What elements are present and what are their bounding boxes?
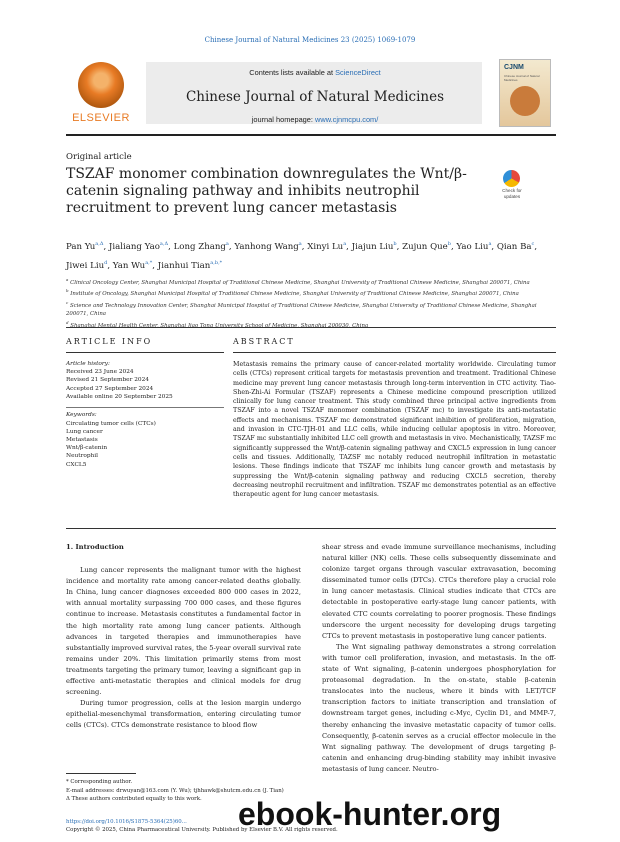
journal-citation[interactable]: Chinese Journal of Natural Medicines 23 (2025) 1069-1079 (204, 36, 416, 44)
author-name[interactable]: Qian Ba (496, 241, 532, 252)
author-affiliation-mark[interactable]: c (531, 241, 535, 247)
author-name[interactable]: Jialiang Yao (108, 241, 160, 252)
elsevier-logo[interactable] (70, 60, 132, 126)
right-column (322, 542, 556, 775)
history-list (66, 368, 224, 401)
corresponding-author-note: * Corresponding author. (66, 779, 133, 785)
affiliation-mark: a (66, 277, 69, 282)
introduction-heading: 1. Introduction (66, 543, 124, 551)
affiliation-mark: b (66, 288, 69, 294)
author-name[interactable]: Yao Liu (456, 241, 489, 252)
abstract-rule (233, 352, 556, 353)
publisher-name: ELSEVIER (72, 112, 130, 124)
article-info-rule (66, 352, 224, 353)
sciencedirect-link[interactable]: ScienceDirect (335, 68, 381, 77)
author-affiliation-mark[interactable]: a (343, 241, 347, 247)
cover-illustration (510, 86, 540, 116)
author-affiliation-mark[interactable]: b (447, 241, 451, 247)
author-affiliation-mark[interactable]: b (393, 241, 397, 247)
article-type: Original article (66, 152, 132, 162)
header-divider (66, 134, 556, 136)
cover-subtitle: Chinese Journal of Natural Medicines (504, 74, 540, 82)
history-date: Received 23 June 2024 (66, 369, 134, 376)
article-title: TSZAF monomer combination downregulates the Wnt/β-catenin signaling pathway and inhibits neutrophil recruitment to prevent lung cancer metastasis (66, 166, 467, 216)
keyword: Circulating tumor cells (CTCs) (66, 420, 156, 427)
keyword: Lung cancer (66, 428, 103, 435)
watermark-text: ebook-hunter.org (238, 796, 502, 832)
keyword: Metastasis (66, 437, 98, 444)
author-affiliation-mark[interactable]: a (225, 241, 229, 247)
author-affiliation-mark[interactable]: a (488, 241, 492, 247)
author-name[interactable]: Pan Yu (66, 241, 96, 252)
history-date: Available online 20 September 2025 (66, 393, 173, 400)
copyright-notice: Copyright © 2025, China Pharmaceutical University. Published by Elsevier B.V. All rights reserved. (66, 827, 338, 834)
keyword: Wnt/β-catenin (66, 445, 108, 452)
equal-contribution-note: Δ These authors contributed equally to this work. (66, 796, 202, 802)
author-name[interactable]: Jiajun Liu (351, 241, 394, 252)
author-affiliation-mark[interactable]: d (104, 259, 108, 266)
affiliation: $^d$ Shanghai Mental Health Center, Shanghai Jiao Tong University School of Medicine, Shanghai 200030, China (66, 319, 369, 329)
affiliation: $^c$ Science and Technology Innovation Center, Shanghai Municipal Hospital of Traditional Chinese Medicine, Shanghai University of Traditional Chinese Medicine, Shanghai 200071, China (66, 299, 537, 318)
author-list: Pan $Yu^{a,\Delta}$, Jialiang Yao$^{a,\Delta}$, Long Zhang$^a$, Yanhong Wang$^a$, Xinyi Lu$^a$, Jiajun Liu$^b$, Zujun Que$^b$, Yao Liu$^a$, Qian Ba$^c$, Jiwei Liu$^d$, Yan $Wu^{a,*}$, Jianhui Tian$^{a,b,*}$ (66, 241, 538, 271)
abstract-text: Metastasis remains the primary cause of cancer-related mortality worldwide. Circulating tumor cells (CTCs) represent critical targets for metastasis prevention and treatment. Traditional Chinese medicine may prevent lung cancer metastasis through long-term intervention in CTC activity. Tiao-Shen-Zhi-Ai Formular (TSZAF) represents a Chinese medicine compound prescription utilized clinically for lung cancer treatment. This study combined three principal active ingredients from TSZAF into a novel TSZAF monomer combination (TSZAF mc) to investigate its anti-metastatic effects and mechanisms. TSZAF mc demonstrated significant inhibition of proliferation, migration, and invasion in CTC-TJH-01 and LLC cells, while inducing cellular apoptosis in vitro. Moreover, TSZAF mc substantially inhibited LLC cell growth and metastasis in vivo. Mechanistically, TAZSF mc significantly suppressed the Wnt/β-catenin signaling pathway and CXCL5 expression in lung cancer cells and tissues. Additionally, TAZSF mc notably reduced neutrophil infiltration in metastatic lesions. These findings indicate that TSZAF mc inhibits lung cancer growth and metastasis by suppressing the Wnt/β-catenin signaling pathway and reducing CXCL5 secretion, thereby decreasing neutrophil recruitment and infiltration. TSZAF mc demonstrates potential as an effective therapeutic agent for lung cancer metastasis. (233, 361, 556, 499)
elsevier-tree-icon (78, 62, 124, 108)
abstract-heading: ABSTRACT (233, 337, 295, 346)
affiliation-mark: c (66, 299, 69, 305)
check-updates-label: Check for updates (502, 188, 522, 199)
article-info-heading: ARTICLE INFO (66, 337, 153, 346)
left-column (66, 542, 301, 732)
affiliation-mark: d (66, 319, 69, 325)
intro-paragraph: shear stress and evade immune surveillance mechanisms, including natural killer (NK) cells. These cells subsequently disseminate and colonize target organs through vascular extravasation, becoming disseminated tumor cells (DTCs). CTCs therefore play a crucial role in lung cancer metastasis. Clinical studies indicate that CTCs are detectable in postoperative early-stage lung cancer patients, with elevated CTC counts correlating to poorer prognosis. These findings underscore the urgent necessity for developing drugs targeting CTCs to prevent metastasis in postoperative lung cancer patients. (322, 543, 556, 640)
keyword: CXCL5 (66, 461, 87, 468)
check-updates-icon (503, 170, 520, 187)
keywords-label: Keywords: (66, 412, 97, 419)
contents-line: Contents lists available at ScienceDirect (249, 68, 381, 77)
affiliation: $^a$ Clinical Oncology Center, Shanghai Municipal Hospital of Traditional Chinese Medicine, Shanghai University of Traditional Chinese Medicine, Shanghai 200071, China (66, 277, 530, 286)
homepage-link[interactable]: www.cjnmcpu.com/ (315, 115, 379, 124)
section-divider (66, 327, 556, 328)
affiliation: $^b$ Institute of Oncology, Shanghai Municipal Hospital of Traditional Chinese Medicine, Shanghai University of Traditional Chinese Medicine, Shanghai 200071, China (66, 288, 519, 298)
intro-paragraph: The Wnt signaling pathway demonstrates a strong correlation with tumor cell proliferation, invasion, and metastasis. In the off-state of Wnt signaling, β-catenin undergoes phosphorylation for proteasomal degradation. In the on-state, stable β-catenin translocates into the nucleus, where it binds with LET/TCF transcription factors to initiate transcription and translation of downstream target genes, including c-Myc, Cyclin D1, and MMP-7, thereby enhancing the invasive metastatic capacity of tumor cells. Consequently, β-catenin serves as a crucial effector molecule in the Wnt signaling pathway. The development of drugs targeting β-catenin and enhancing drug-binding stability may inhibit invasive metastasis of lung cancer. Neutro- (322, 642, 556, 773)
author-name[interactable]: Zujun Que (402, 241, 448, 252)
doi-link[interactable]: https://doi.org/10.1016/S1875-5364(25)60... (66, 819, 187, 825)
history-date: Accepted 27 September 2024 (66, 385, 154, 392)
author-name[interactable]: Jiwei Liu (66, 260, 105, 271)
author-name[interactable]: Yan Wu (112, 260, 146, 271)
abstract-bottom-rule (66, 528, 556, 529)
intro-paragraph: During tumor progression, cells at the lesion margin undergo epithelial-mesenchymal transformation, entering circulating tumor cells (CTCs). CTCs demonstrate resistance to blood flow (66, 699, 301, 730)
keyword: Neutrophil (66, 453, 98, 460)
journal-cover-image[interactable] (499, 59, 551, 127)
journal-homepage: journal homepage: www.cjnmcpu.com/ (251, 115, 379, 124)
affiliation-list (66, 276, 556, 330)
author-affiliation-mark[interactable]: a,* (145, 259, 153, 266)
journal-title: Chinese Journal of Natural Medicines (185, 89, 445, 105)
history-label: Article history: (66, 361, 110, 367)
footnote-rule (66, 773, 136, 774)
author-name[interactable]: Xinyi Lu (307, 241, 344, 252)
author-affiliation-mark[interactable]: a,b,* (210, 259, 223, 266)
author-name[interactable]: Yanhong Wang (234, 241, 299, 252)
history-date: Revised 21 September 2024 (66, 377, 149, 384)
intro-paragraph: Lung cancer represents the malignant tumor with the highest incidence and mortality rate among cancer-related deaths globally. In China, lung cancer diagnoses exceeded 800 000 cases in 2022, with annual mortality surpassing 700 000 cases, and these figures continue to increase. Metastasis constitutes a fundamental factor in the high mortality rate among lung cancer patients. Although advances in targeted therapies and immunotherapies have substantially improved survival rates, the 5-year overall survival rate remains under 20%. This limitation primarily stems from most treatments targeting the primary tumor, leaving a significant gap in effective anti-metastatic therapies and clinical models for drug screening. (66, 566, 301, 697)
author-affiliation-mark[interactable]: a,Δ (159, 241, 169, 247)
keyword-list (66, 420, 224, 469)
email-addresses[interactable]: E-mail addresses: drwuyan@163.com (Y. Wu); tjhhawk@shutcm.edu.cn (J. Tian) (66, 787, 284, 794)
author-name[interactable]: Long Zhang (173, 241, 226, 252)
author-name[interactable]: Jianhui Tian (157, 260, 211, 271)
check-for-updates-button[interactable] (497, 170, 527, 204)
cover-title: CJNM (504, 64, 524, 71)
author-affiliation-mark[interactable]: a,Δ (95, 241, 104, 247)
author-affiliation-mark[interactable]: a (298, 241, 302, 247)
article-info (66, 360, 224, 469)
